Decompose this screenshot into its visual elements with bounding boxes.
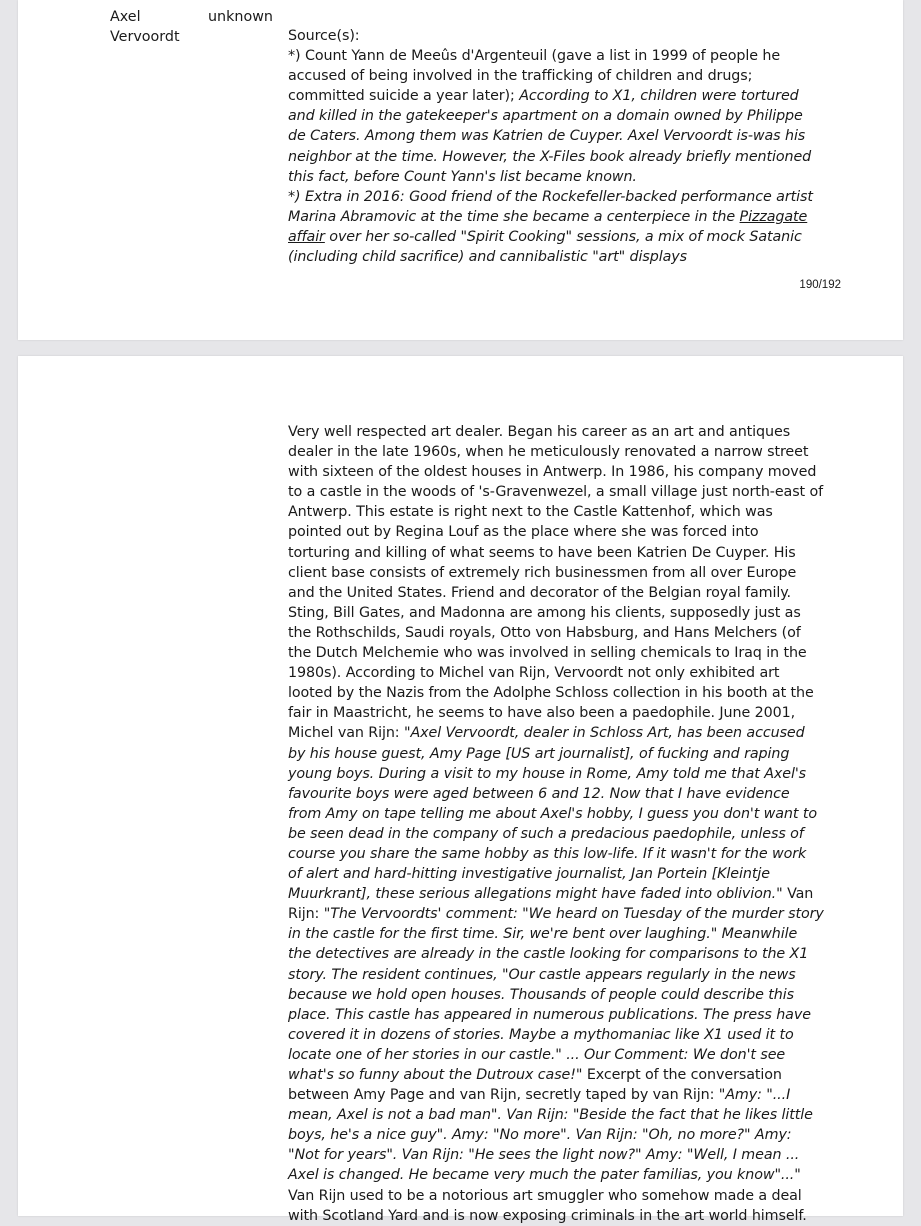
bio-plain-4: Van Rijn used to be a notorious art smuggler who somehow made a deal with Scotland Yard and is now exposing criminals in the art world himself. — [288, 1187, 807, 1224]
document-page-190 — [18, 0, 903, 340]
source-2-italic-tail: over her so-called "Spirit Cooking" sessions, a mix of mock Satanic (including child sacrifice) and cannibalistic "art" displays — [288, 228, 802, 266]
source-2-italic-text: *) Extra in 2016: Good friend of the Rockefeller-backed performance artist Marina Abramovic at the time she became a centerpiece in the — [288, 188, 813, 225]
page-number: 190/192 — [799, 279, 841, 291]
person-name: Axel Vervoordt — [110, 9, 180, 45]
bio-quote-2: The Vervoordts' comment: "We heard on Tuesday of the murder story in the castle for the first time. Sir, we're bent over laughing." Meanwhile the detectives are already in the castle looking for comparisons to the X1 story. The resident continues, "Our castle appears regularly in the news because we hold open houses. Thousands of people could describe this place. This castle has appeared in numerous publications. The press have covered it in dozens of stories. Maybe a mythomaniac like X1 used it to locate one of her stories in our castle." ... Our Comment: We don't see what's so funny about the Dutroux case!" — [288, 906, 824, 1083]
source-entry-2 — [288, 187, 824, 267]
bio-plain-1: Very well respected art dealer. Began his career as an art and antiques dealer in the late 1960s, when he meticulously renovated a narrow street with sixteen of the oldest houses in Antwerp. In 1986, his company moved to a castle in the woods of 's-Gravenwezel, a small village just north-east of Antwerp. This estate is right next to the Castle Kattenhof, which was pointed out by Regina Louf as the place where she was forced into torturing and killing of what seems to have been Katrien De Cuyper. His client base consists of extremely rich businessmen from all over Europe and the United States. Friend and decorator of the Belgian royal family. Sting, Bill Gates, and Madonna are among his clients, supposedly just as the Rothschilds, Saudi royals, Otto von Habsburg, and Hans Melchers (of the Dutch Melchemie who was involved in selling chemicals to Iraq in the 1980s). According to Michel van Rijn, Vervoordt not only exhibited art looted by the Nazis from the Adolphe Schloss collection in his booth at the fair in Maastricht, he seems to have also been a paedophile. June 2001, Michel van Rijn: — [288, 424, 824, 742]
sources-section — [288, 26, 824, 267]
sources-heading: Source(s): — [288, 28, 360, 44]
bio-quote-3: Amy: "...I mean, Axel is not a bad man". Van Rijn: "Beside the fact that he likes little boys, he's a nice guy". Amy: "No more". Van Rijn: "Oh, no more?" Amy: "Not for years". Van Rijn: "He sees the light now?" Amy: "Well, I mean ... Axel is changed. He became very much the pater familias, you know"..." — [288, 1087, 813, 1184]
source-1-italic-text: According to X1, children were tortured and killed in the gatekeeper's apartment on a domain owned by Philippe de Caters. Among them was Katrien de Cuyper. Axel Vervoordt is-was his neighbor at the time. However, the X-Files book already briefly mentioned this fact, before Count Yann's list became known. — [288, 88, 812, 185]
bio-quote-1: "Axel Vervoordt, dealer in Schloss Art, has been accused by his house guest, Amy Page [US art journalist], of fucking and raping young boys. During a visit to my house in Rome, Amy told me that Axel's favourite boys were aged between 6 and 12. Now that I have evidence from Amy on tape telling me about Axel's hobby, I guess you don't want to be seen dead in the company of such a predacious paedophile, unless of course you share the same hobby as this low-life. If it wasn't for the work of alert and hard-hitting investigative journalist, Jan Portein [Kleintje Muurkrant], these serious allegations might have faded into oblivion." — [288, 725, 818, 903]
biography-paragraph — [288, 422, 824, 1226]
status-cell: unknown — [208, 9, 273, 25]
biography-text — [288, 422, 824, 1226]
source-entry-1 — [288, 46, 824, 187]
source-1-text: *) Count Yann de Meeûs d'Argenteuil (gave a list in 1999 of people he accused of being involved in the trafficking of children and drugs; committed suicide a year later); — [288, 48, 781, 105]
pizzagate-link[interactable]: Pizzagate affair — [288, 208, 808, 245]
document-page-191 — [18, 356, 903, 1224]
bio-plain-2: Van Rijn: " — [288, 886, 814, 923]
bio-plain-3: Excerpt of the conversation between Amy Page and van Rijn, secretly taped by van Rijn: " — [288, 1067, 782, 1104]
